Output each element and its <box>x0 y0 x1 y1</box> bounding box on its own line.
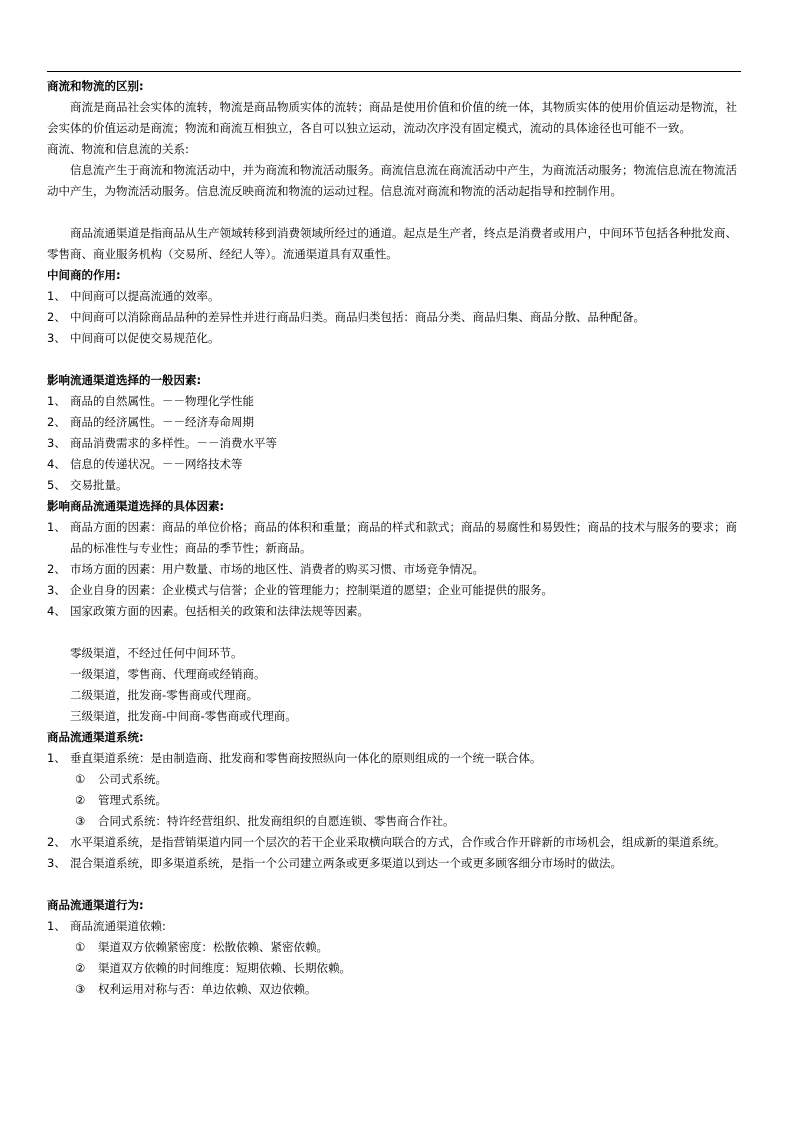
sub-list-text: 管理式系统。 <box>98 793 167 807</box>
list-number: 2、 <box>47 310 66 324</box>
list-text: 交易批量。 <box>70 478 128 492</box>
sub-list-item <box>47 979 741 1000</box>
list-number: 1、 <box>47 919 66 933</box>
list-text: 商品消费需求的多样性。－－消费水平等 <box>70 436 277 450</box>
spacer <box>47 202 741 223</box>
heading-specific-factors: 影响商品流通渠道选择的具体因素: <box>47 499 225 513</box>
sub-list-text: 渠道双方依赖的时间维度：短期依赖、长期依赖。 <box>98 961 351 975</box>
list-item <box>47 433 741 454</box>
list-item <box>47 601 741 622</box>
heading-flows-relation: 商流、物流和信息流的关系: <box>47 142 189 156</box>
list-item <box>47 307 741 328</box>
list-item <box>47 517 741 559</box>
sub-list-item <box>47 790 741 811</box>
list-text: 水平渠道系统，是指营销渠道内同一个层次的若干企业采取横向联合的方式，合作或合作开辟新的市场机会，组成新的渠道系统。 <box>70 835 726 849</box>
sub-list-item <box>47 937 741 958</box>
list-text: 混合渠道系统，即多渠道系统，是指一个公司建立两条或更多渠道以到达一个或更多顾客细分市场时的做法。 <box>70 856 622 870</box>
channel-level-line: 三级渠道，批发商-中间商-零售商或代理商。 <box>70 709 297 723</box>
list-number: 3、 <box>47 436 66 450</box>
list-number: 3、 <box>47 583 66 597</box>
list-number: 4、 <box>47 457 66 471</box>
list-text: 商品方面的因素：商品的单位价格；商品的体积和重量；商品的样式和款式；商品的易腐性和易毁性；商品的技术与服务的要求；商品的标准性与专业性；商品的季节性；新商品。 <box>70 520 737 555</box>
list-text: 商品流通渠道依赖: <box>70 919 166 933</box>
list-number: 1、 <box>47 751 66 765</box>
sub-list-text: 渠道双方依赖紧密度：松散依赖、紧密依赖。 <box>98 940 328 954</box>
list-item <box>47 391 741 412</box>
circled-number: ③ <box>75 814 86 828</box>
spacer <box>47 874 741 895</box>
paragraph-flows-relation: 信息流产生于商流和物流活动中，并为商流和物流活动服务。商流信息流在商流活动中产生，为商流活动服务；物流信息流在物流活动中产生，为物流活动服务。信息流反映商流和物流的运动过程。信息流对商流和物流的活动起指导和控制作用。 <box>47 163 737 198</box>
heading-intermediary-role: 中间商的作用: <box>47 268 121 282</box>
list-number: 2、 <box>47 562 66 576</box>
list-item <box>47 286 741 307</box>
list-text: 中间商可以提高流通的效率。 <box>70 289 220 303</box>
paragraph-channel-definition: 商品流通渠道是指商品从生产领域转移到消费领域所经过的通道。起点是生产者，终点是消费者或用户，中间环节包括各种批发商、零售商、商业服务机构（交易所、经纪人等）。流通渠道具有双重性。 <box>47 226 737 261</box>
list-text: 企业自身的因素：企业模式与信誉；企业的管理能力；控制渠道的愿望；企业可能提供的服务。 <box>70 583 553 597</box>
list-item <box>47 916 741 937</box>
circled-number: ① <box>75 940 86 954</box>
heading-commerce-vs-logistics: 商流和物流的区别: <box>47 79 144 93</box>
list-item <box>47 748 741 769</box>
list-item <box>47 559 741 580</box>
list-text: 商品的自然属性。－－物理化学性能 <box>70 394 254 408</box>
list-text: 国家政策方面的因素。包括相关的政策和法律法规等因素。 <box>70 604 369 618</box>
list-number: 2、 <box>47 835 66 849</box>
list-item <box>47 832 741 853</box>
list-text: 中间商可以促使交易规范化。 <box>70 331 220 345</box>
list-number: 3、 <box>47 856 66 870</box>
header-rule <box>47 71 741 72</box>
circled-number: ① <box>75 772 86 786</box>
list-number: 1、 <box>47 289 66 303</box>
sub-list-text: 公司式系统。 <box>98 772 167 786</box>
paragraph-commerce-vs-logistics: 商流是商品社会实体的流转，物流是商品物质实体的流转；商品是使用价值和价值的统一体，其物质实体的使用价值运动是物流，社会实体的价值运动是商流；物流和商流互相独立，各自可以独立运动，流动次序没有固定模式，流动的具体途径也可能不一致。 <box>47 100 737 135</box>
list-text: 市场方面的因素：用户数量、市场的地区性、消费者的购买习惯、市场竞争情况。 <box>70 562 484 576</box>
list-item <box>47 580 741 601</box>
list-item <box>47 853 741 874</box>
spacer <box>47 622 741 643</box>
list-number: 5、 <box>47 478 66 492</box>
sub-list-text: 合同式系统：特许经营组织、批发商组织的自愿连锁、零售商合作社。 <box>98 814 455 828</box>
list-item <box>47 328 741 349</box>
list-text: 中间商可以消除商品品种的差异性并进行商品归类。商品归类包括：商品分类、商品归集、商品分散、品种配备。 <box>70 310 645 324</box>
channel-level-line: 一级渠道，零售商、代理商或经销商。 <box>70 667 266 681</box>
list-number: 2、 <box>47 415 66 429</box>
heading-channel-systems: 商品流通渠道系统: <box>47 730 144 744</box>
list-text: 商品的经济属性。－－经济寿命周期 <box>70 415 254 429</box>
sub-list-item <box>47 769 741 790</box>
list-number: 1、 <box>47 394 66 408</box>
sub-list-item <box>47 811 741 832</box>
circled-number: ② <box>75 793 86 807</box>
list-number: 1、 <box>47 520 66 534</box>
channel-level-line: 零级渠道，不经过任何中间环节。 <box>70 646 243 660</box>
circled-number: ② <box>75 961 86 975</box>
list-item <box>47 412 741 433</box>
sub-list-item <box>47 958 741 979</box>
list-text: 垂直渠道系统：是由制造商、批发商和零售商按照纵向一体化的原则组成的一个统一联合体。 <box>70 751 542 765</box>
channel-level-line: 二级渠道，批发商-零售商或代理商。 <box>70 688 259 702</box>
list-item <box>47 454 741 475</box>
heading-channel-behavior: 商品流通渠道行为: <box>47 898 144 912</box>
list-number: 3、 <box>47 331 66 345</box>
spacer <box>47 349 741 370</box>
list-item <box>47 475 741 496</box>
list-text: 信息的传递状况。－－网络技术等 <box>70 457 243 471</box>
heading-general-factors: 影响流通渠道选择的一般因素: <box>47 373 202 387</box>
sub-list-text: 权利运用对称与否：单边依赖、双边依赖。 <box>98 982 317 996</box>
circled-number: ③ <box>75 982 86 996</box>
document-body <box>47 76 741 1000</box>
list-number: 4、 <box>47 604 66 618</box>
